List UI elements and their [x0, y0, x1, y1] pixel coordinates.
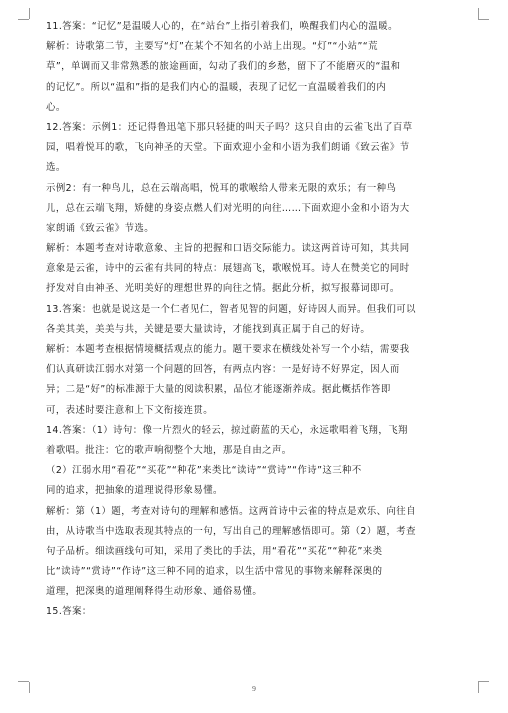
text-line: 同的追求，把抽象的道理说得形象易懂。 [46, 485, 223, 497]
text-line: 解析：本题考查对诗歌意象、主旨的把握和口语交际能力。读这两首诗可知，其共同 [46, 243, 410, 255]
text-line: 14.答案：（1）诗句：像一片烈火的轻云，掠过蔚蓝的天心，永远歌唱着飞翔，飞翔 [46, 424, 408, 436]
text-line: 比“读诗”“赏诗”“作诗”这三种不同的追求，以生活中常见的事物来解释深奥的 [46, 566, 383, 578]
text-line: 着歌唱。批注：它的歌声响彻整个大地，那是自由之声。 [46, 444, 292, 456]
text-line: 家朗诵《致云雀》节选。 [46, 222, 155, 234]
text-line: 道理，把深奥的道理阐释得生动形象、通俗易懂。 [46, 586, 263, 598]
text-line: 示例2：有一种鸟儿，总在云端高唱，悦耳的歌喉给人带来无限的欢乐；有一种鸟 [46, 182, 397, 194]
crop-mark-top-right-horizontal [478, 19, 489, 20]
text-line: 13.答案：也就是说这是一个仁者见仁，智者见智的问题，好诗因人而异。但我们可以 [46, 303, 416, 315]
text-line: 解析：诗歌第二节，主要写“灯”在某个不知名的小站上出现。“灯”“小站”“荒 [46, 41, 378, 53]
crop-mark-top-left-vertical [29, 8, 30, 19]
crop-mark-top-left-horizontal [18, 19, 29, 20]
text-line: 心。 [46, 101, 66, 113]
text-line: 各美其美，美美与共，关键是要大量读诗，才能找到真正属于自己的好诗。 [46, 323, 371, 335]
text-line: （2）江弱水用“看花”“买花”“种花”来类比“读诗”“赏诗”“作诗”这三种不 [46, 465, 362, 477]
text-line: 句子品析。细读画线句可知，采用了类比的手法，用“看花”“买花”“种花”来类 [46, 545, 383, 557]
text-line: 11.答案：“记忆”是温暖人心的，在“站台”上指引着我们，唤醒我们内心的温暖。 [46, 21, 398, 32]
text-line: 儿，总在云端飞翔，矫健的身姿点燃人们对光明的向往……下面欢迎小金和小语为大 [46, 202, 410, 214]
text-line: 15.答案： [46, 606, 92, 618]
text-line: 们认真研读江弱水对第一个问题的回答，有两点内容：一是好诗不好界定，因人而 [46, 364, 400, 376]
crop-mark-bottom-right-horizontal [478, 681, 489, 682]
text-line: 可，表述时要注意和上下文衔接连贯。 [46, 404, 214, 416]
text-line: 选。 [46, 162, 66, 174]
page-number: 9 [252, 684, 256, 693]
text-line: 解析：第（1）题，考查对诗句的理解和感悟。这两首诗中云雀的特点是欢乐、向往自 [46, 505, 416, 517]
text-line: 解析：本题考查根据情境概括观点的能力。题干要求在横线处补写一个小结，需要我 [46, 344, 410, 355]
text-line: 异；二是“好”的标准源于大量的阅读积累，品位才能逐渐养成。据此概括作答即 [46, 384, 391, 396]
text-line: 园，唱着悦耳的歌，飞向神圣的天堂。下面欢迎小金和小语为我们朗诵《致云雀》节 [46, 142, 410, 154]
crop-mark-top-right-vertical [478, 8, 479, 19]
answer-text-body [46, 17, 464, 623]
text-line: 的记忆”。所以“温和”指的是我们内心的温暖，表现了记忆一直温暖着我们的内 [46, 81, 387, 93]
text-line: 12.答案：示例1：还记得鲁迅笔下那只轻捷的叫天子吗？这只自由的云雀飞出了百草 [46, 121, 413, 133]
text-line: 抒发对自由神圣、光明美好的理想世界的向往之情。据此分析，拟写报幕词即可。 [46, 283, 400, 295]
text-line: 意象是云雀，诗中的云雀有共同的特点：展翅高飞，歌喉悦耳。诗人在赞美它的同时 [46, 263, 410, 275]
crop-mark-bottom-left-horizontal [18, 681, 29, 682]
text-line: 由，从诗歌当中选取表现其特点的一句，写出自己的理解感悟即可。第（2）题，考查 [46, 525, 416, 537]
text-line: 草”，单调而又非常熟悉的旅途画面，勾动了我们的乡愁，留下了不能磨灭的“温和 [46, 61, 401, 73]
